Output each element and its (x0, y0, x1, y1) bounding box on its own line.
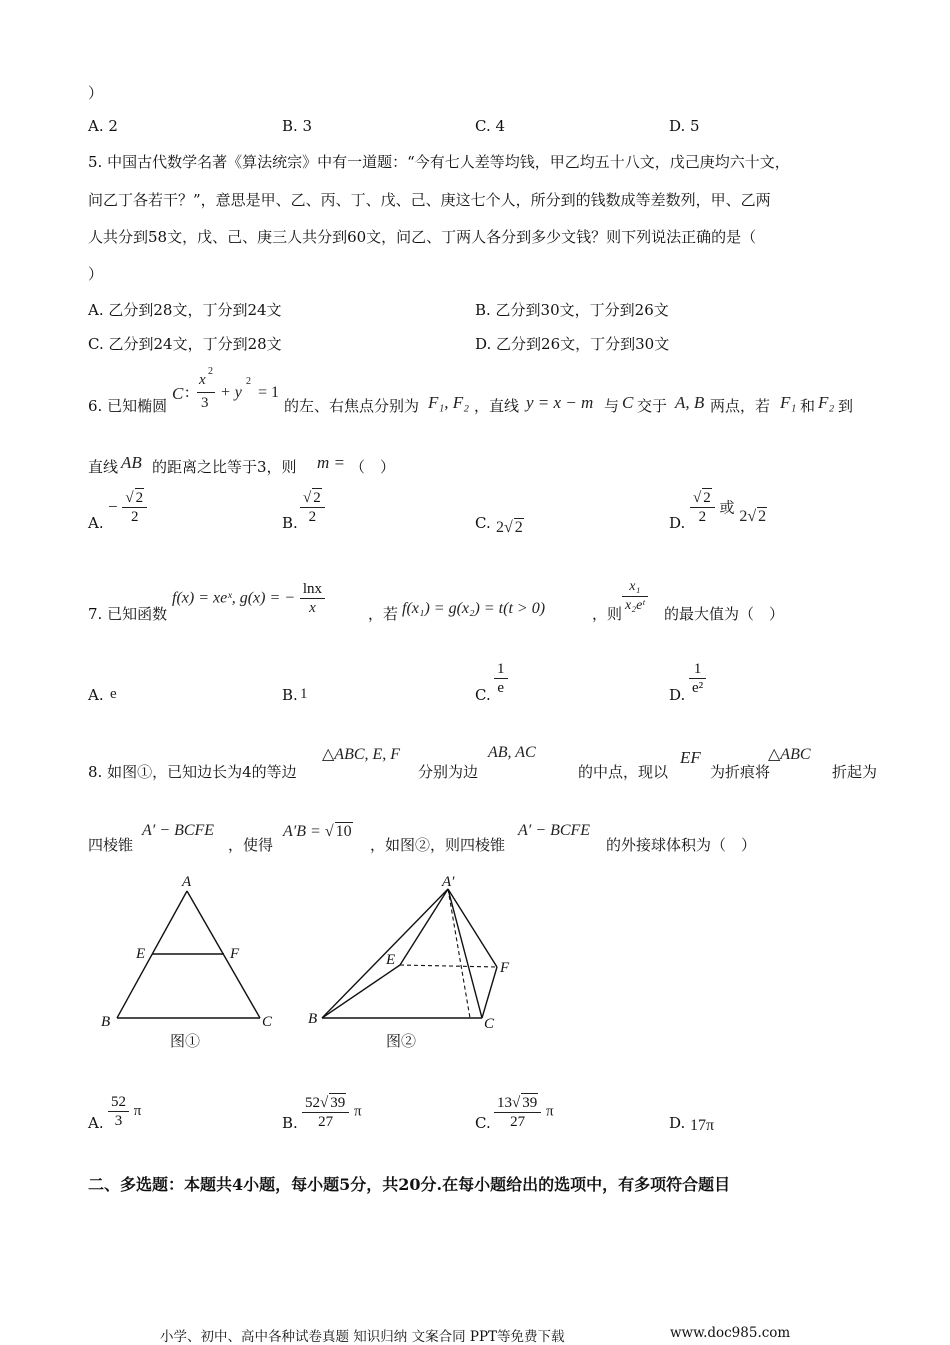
q8-pyramid2: A′ − BCFE (518, 822, 591, 839)
q6-option-a-label: A. (88, 514, 104, 532)
q8-triangle2: △ABC (768, 746, 811, 763)
q8-sides: AB, AC (488, 744, 536, 761)
fig2-edge-af (448, 889, 497, 967)
fig2-caption: 图② (386, 1032, 417, 1050)
q7-option-c-value: $\frac{1}{e}$ (494, 660, 508, 697)
q8-line2-b: ，使得 (228, 836, 274, 854)
fig2-hidden-ef (400, 965, 497, 967)
fig2-label-e: E (386, 952, 396, 968)
q5-option-c: C. 乙分到24文，丁分到28文 (88, 335, 282, 353)
q6-option-d-value: $\frac{√ 2}{2}$ 或 2√ 2 (690, 488, 767, 526)
q7-condition: f(x₁) = g(x₂) = t(t > 0) (402, 600, 546, 617)
fig2-label-f: F (500, 960, 510, 976)
fig2-edge-be (322, 965, 400, 1018)
footer-url[interactable]: www.doc985.com (670, 1325, 791, 1341)
q8-option-a-label: A. (88, 1114, 104, 1132)
q8-text-midpoints: 分别为边 (418, 763, 479, 781)
figure-2-pyramid (300, 868, 530, 1058)
q8-line2-d: 的外接球体积为（ ） (606, 836, 757, 854)
footer-text: 小学、初中、高中各种试卷真题 知识归纳 文案合同 PPT等免费下载 (160, 1329, 565, 1345)
q6-ellipse-c: C (622, 393, 634, 412)
q7-option-a-label: A. (88, 686, 104, 704)
q4-option-c: C. 4 (475, 117, 506, 135)
fig2-label-c: C (484, 1016, 495, 1032)
q4-option-d: D. 5 (669, 117, 700, 135)
q8-option-d-value: 17π (690, 1117, 715, 1134)
q6-text-line: ，直线 (474, 397, 520, 415)
q6-text-to: 到 (838, 397, 854, 415)
q5-line1: 5. 中国古代数学名著《算法统宗》中有一道题：“今有七人差等均钱，甲乙均五十八文，戊己庚均六十文， (88, 153, 790, 171)
q6-text-foci: 的左、右焦点分别为 (284, 397, 420, 415)
q6-line2-c: （ ） (350, 458, 396, 476)
fig1-caption: 图① (170, 1032, 201, 1050)
fig2-edge-ab (322, 889, 448, 1018)
q8-option-a-value: $\frac{52}{3}$ π (108, 1093, 141, 1130)
figure-1-triangle (95, 868, 285, 1058)
q8-line2-c: ，如图②，则四棱锥 (370, 836, 506, 854)
q6-option-c-value: 2√ 2 (496, 519, 523, 536)
q6-foci: F₁, F₂ (428, 393, 470, 412)
q7-stem-number: 7. 已知函数 (88, 605, 168, 623)
q8-option-b-label: B. (282, 1114, 298, 1132)
q7-text-then: ，则 (592, 605, 623, 623)
fig2-edge-ac (448, 889, 482, 1018)
q7-ratio: $\frac{\text{x₁}}{\text{x₂eᵗ}}$ (622, 578, 648, 615)
q4-paren: ） (88, 84, 104, 102)
q8-text-crease: 的中点，现以 (578, 763, 669, 781)
q5-option-b: B. 乙分到30文，丁分到26文 (475, 301, 669, 319)
fig2-hidden-height (448, 889, 470, 1018)
q7-text-if: ，若 (368, 605, 399, 623)
q5-line2: 问乙丁各若干？”，意思是甲、乙、丙、丁、戊、己、庚这七个人，所分到的钱数成等差数列，甲、乙两 (88, 191, 771, 209)
q6-line2-b: 的距离之比等于3，则 (152, 458, 297, 476)
fig1-label-e: E (136, 946, 146, 962)
q6-line2-a: 直线 (88, 458, 119, 476)
q4-option-b: B. 3 (282, 117, 313, 135)
q7-option-c-label: C. (475, 686, 491, 704)
q6-text-with: 与 (604, 397, 620, 415)
q7-option-d-label: D. (669, 686, 686, 704)
fig2-edge-cf (482, 967, 497, 1018)
q8-line2-a: 四棱锥 (88, 836, 134, 854)
q6-points-ab: A, B (675, 393, 705, 412)
q7-option-d-value: $\frac{1}{\text{e²}}$ (689, 660, 706, 697)
fig2-label-a: A′ (442, 874, 455, 890)
q6-option-b-value: $\frac{√ 2}{2}$ (300, 488, 325, 526)
q8-text-fold: 为折痕将 (710, 763, 771, 781)
fig2-label-b: B (308, 1011, 318, 1027)
q6-line-eq: y = x − m (526, 393, 594, 412)
fig2-edge-ae (400, 889, 448, 965)
q6-option-b-label: B. (282, 514, 298, 532)
q6-option-d-label: D. (669, 514, 686, 532)
q4-option-a: A. 2 (88, 117, 118, 135)
fig1-label-f: F (230, 946, 240, 962)
q8-stem-number: 8. 如图①，已知边长为4的等边 (88, 763, 297, 781)
q5-option-d: D. 乙分到26文，丁分到30文 (475, 335, 670, 353)
q6-m-eq: m = (317, 453, 345, 472)
q8-text-into: 折起为 (832, 763, 878, 781)
fig1-label-b: B (101, 1014, 111, 1030)
q7-option-b-value: 1 (300, 686, 308, 702)
q8-triangle: △ABC, E, F (322, 746, 401, 763)
q8-option-c-label: C. (475, 1114, 491, 1132)
q6-f2: F₂ (818, 393, 835, 412)
q6-option-c-label: C. (475, 514, 491, 532)
fig1-label-c: C (262, 1014, 273, 1030)
q6-ab-line: AB (121, 453, 142, 472)
fig1-label-a: A (182, 874, 192, 890)
q8-option-b-value: $\frac{52√ 39}{27}$ π (302, 1093, 362, 1131)
q7-text-max: 的最大值为（ ） (664, 605, 785, 623)
q6-stem-number: 6. 已知椭圆 (88, 397, 168, 415)
q8-ef: EF (680, 748, 701, 767)
q8-apb: A′B = √ 10 (283, 823, 352, 840)
q6-option-a-value: − $\frac{√ 2}{2}$ (108, 488, 147, 526)
q6-text-intersect: 交于 (637, 397, 668, 415)
q7-functions: f(x) = xeˣ, g(x) = − $\frac{\ln x}{x}$ (172, 580, 325, 617)
q7-option-b-label: B. (282, 686, 298, 704)
q5-paren: ） (88, 265, 104, 283)
q6-f1: F₁ (780, 393, 797, 412)
q8-option-d-label: D. (669, 1114, 686, 1132)
q6-text-and: 和 (800, 397, 816, 415)
section-2-heading: 二、多选题：本题共4小题，每小题5分，共20分.在每小题给出的选项中，有多项符合题目 (88, 1175, 731, 1194)
q8-option-c-value: $\frac{13√ 39}{27}$ π (494, 1093, 554, 1131)
q6-text-if: 两点，若 (710, 397, 771, 415)
q5-line3: 人共分到58文，戊、己、庚三人共分到60文，问乙、丁两人各分到多少文钱？则下列说法正确的是（ (88, 228, 757, 246)
q8-pyramid: A′ − BCFE (142, 822, 215, 839)
q5-option-a: A. 乙分到28文，丁分到24文 (88, 301, 282, 319)
q7-option-a-value: e (110, 686, 117, 702)
